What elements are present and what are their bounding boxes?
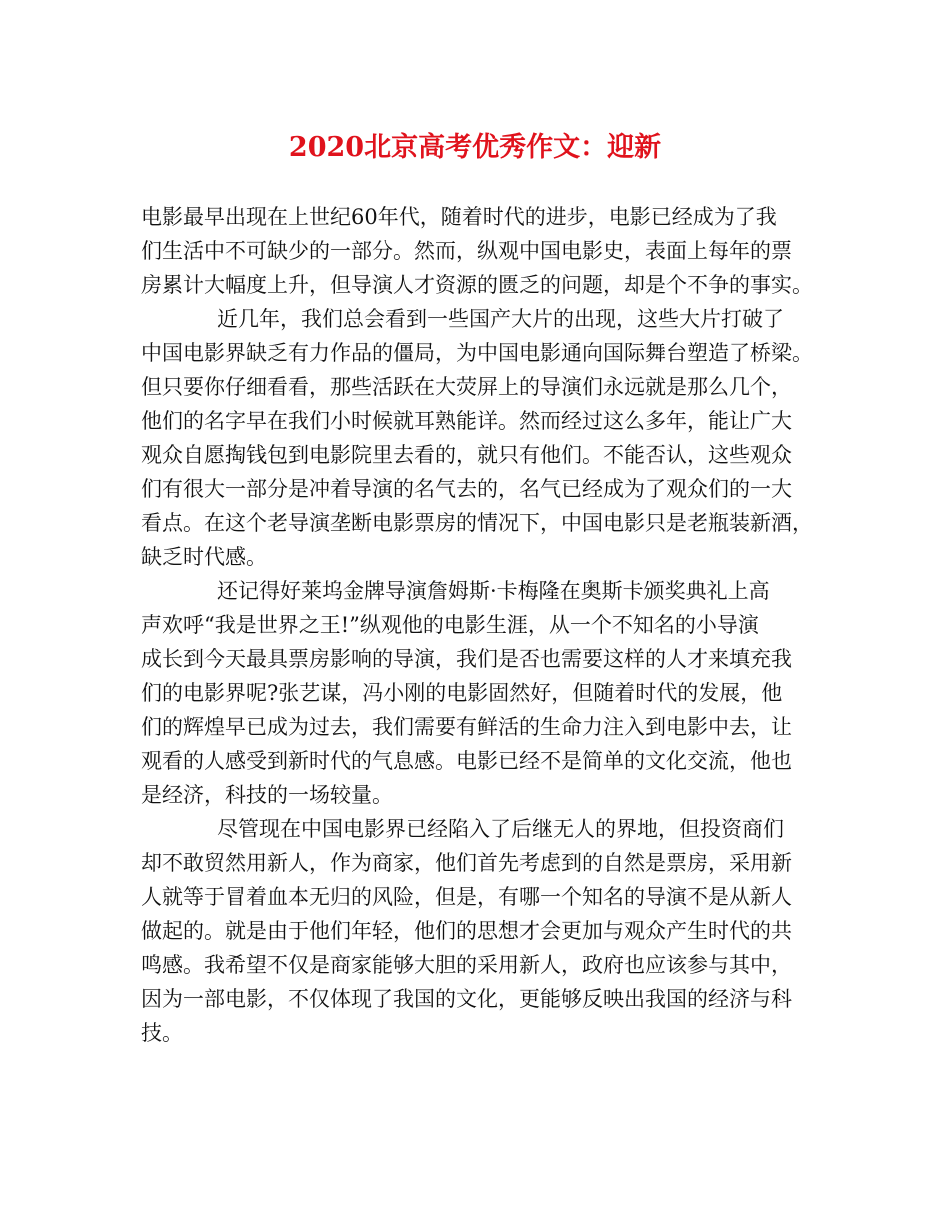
text-line: 还记得好莱坞金牌导演詹姆斯·卡梅隆在奥斯卡颁奖典礼上高 (217, 579, 770, 603)
paragraph-2 (141, 302, 821, 574)
text-line: 但只要你仔细看看，那些活跃在大荧屏上的导演们永远就是那么几个， (141, 375, 792, 399)
text-line: 他们的名字早在我们小时候就耳熟能详。然而经过这么多年，能让广大 (141, 409, 792, 433)
document-body (141, 200, 821, 1050)
text-line: 做起的。就是由于他们年轻，他们的思想才会更加与观众产生时代的共 (141, 919, 792, 943)
document-title: 2020北京高考优秀作文：迎新 (288, 132, 662, 163)
text-line: 近几年，我们总会看到一些国产大片的出现，这些大片打破了 (217, 307, 784, 331)
text-line: 声欢呼“我是世界之王!”纵观他的电影生涯，从一个不知名的小导演 (141, 613, 759, 637)
text-line: 们生活中不可缺少的一部分。然而，纵观中国电影史，表面上每年的票 (141, 239, 792, 263)
text-line: 中国电影界缺乏有力作品的僵局，为中国电影通向国际舞台塑造了桥梁。 (141, 341, 813, 365)
text-line: 观众自愿掏钱包到电影院里去看的，就只有他们。不能否认，这些观众 (141, 443, 792, 467)
text-line: 成长到今天最具票房影响的导演，我们是否也需要这样的人才来填充我 (141, 647, 792, 671)
paragraph-1 (141, 200, 821, 302)
text-line: 人就等于冒着血本无归的风险，但是，有哪一个知名的导演不是从新人 (141, 885, 792, 909)
text-line: 缺乏时代感。 (141, 545, 267, 569)
text-line: 们的辉煌早已成为过去，我们需要有鲜活的生命力注入到电影中去，让 (141, 715, 792, 739)
text-line: 们有很大一部分是冲着导演的名气去的，名气已经成为了观众们的一大 (141, 477, 792, 501)
paragraph-3 (141, 574, 821, 812)
text-line: 房累计大幅度上升，但导演人才资源的匮乏的问题，却是个不争的事实。 (141, 273, 813, 297)
text-line: 观看的人感受到新时代的气息感。电影已经不是简单的文化交流，他也 (141, 749, 792, 773)
text-line: 是经济，科技的一场较量。 (141, 783, 393, 807)
paragraph-4 (141, 812, 821, 1050)
text-line: 看点。在这个老导演垄断电影票房的情况下，中国电影只是老瓶装新酒， (141, 511, 813, 535)
text-line: 却不敢贸然用新人，作为商家，他们首先考虑到的自然是票房，采用新 (141, 851, 792, 875)
text-line: 鸣感。我希望不仅是商家能够大胆的采用新人，政府也应该参与其中， (141, 953, 792, 977)
text-line: 电影最早出现在上世纪60年代，随着时代的进步，电影已经成为了我 (141, 205, 777, 229)
text-line: 尽管现在中国电影界已经陷入了后继无人的界地，但投资商们 (217, 817, 784, 841)
text-line: 技。 (141, 1021, 183, 1045)
text-line: 因为一部电影，不仅体现了我国的文化，更能够反映出我国的经济与科 (141, 987, 792, 1011)
text-line: 们的电影界呢?张艺谋，冯小刚的电影固然好，但随着时代的发展，他 (141, 681, 783, 705)
